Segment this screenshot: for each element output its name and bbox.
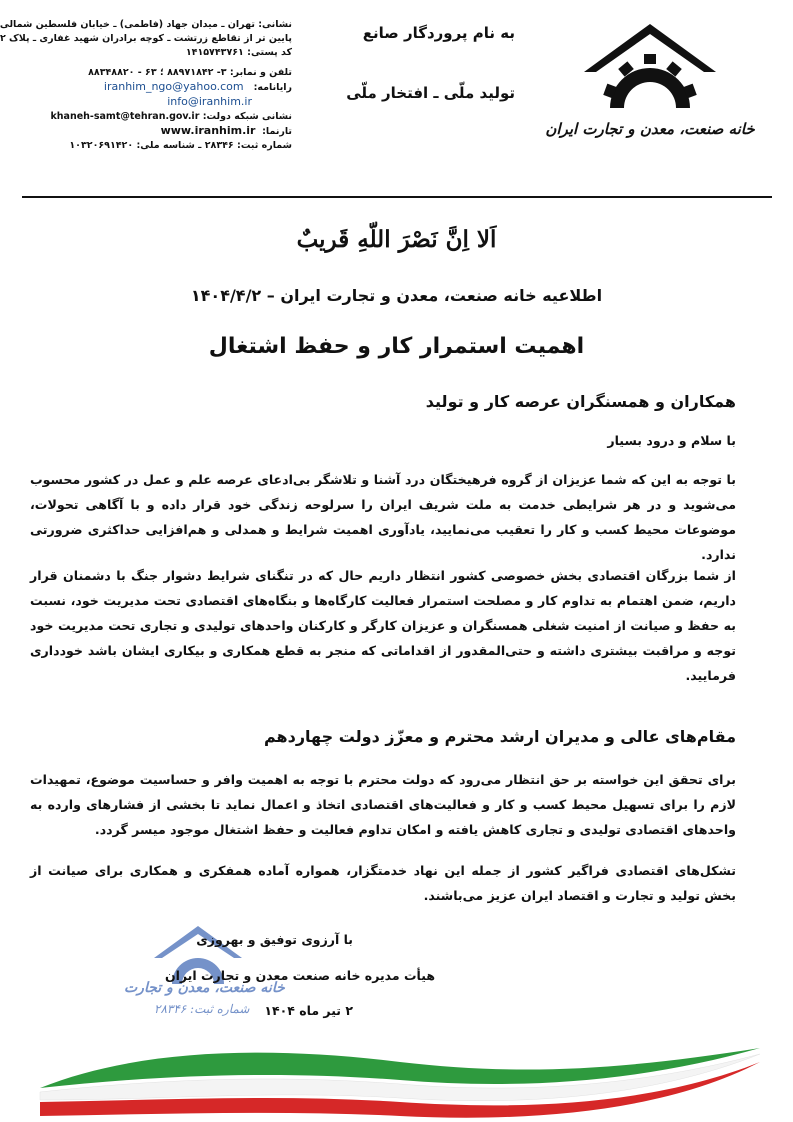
flag-ribbon-decoration: [0, 1040, 793, 1122]
header-divider: [22, 196, 772, 198]
paragraph-2: از شما بزرگان اقتصادی بخش خصوصی کشور انتظار داریم حال که در تنگنای شرایط دشوار جنگ با دشمنان قرار داریم، ضمن اهتمام به تداوم کار و مصلحت استمرار فعالیت کارگاه‌ها و بنگاه‌های اقتصادی تحت مدیریت خود، نسبت به حفظ و صیانت از امنیت شغلی همسنگران و عزیزان کارگر و کارکنان واحدهای تولیدی و تجاری تحت مدیریت خود توجه و مراقبت بیشتری داشته و حتی‌المقدور از اقداماتی که منجر به قطع همکاری و بیکاری ایشان باشد خودداری فرمایید.: [30, 568, 736, 683]
email-row: [40, 80, 292, 95]
gov-email-link[interactable]: khaneh-samt@tehran.gov.ir: [50, 111, 200, 122]
email-row-2: [40, 95, 292, 110]
heading-colleagues: همکاران و همسنگران عرصه کار و تولید: [425, 392, 736, 411]
motto-national: تولید ملّی ـ افتخار ملّی: [346, 84, 515, 102]
paragraph-1: با توجه به این که شما عزیزان از گروه فرهیختگان درد آشنا و تلاشگر بی‌ادعای عرصه علم و عمل در کشور محسوب می‌شوید و در هر شرایطی خدمت به ملت شریف ایران را سرلوحه زندگی خود قرار داده و با آگاهی تحولات، موضوعات محیط کسب و کار را تعقیب می‌نمایید، یادآوری اهمیت شرایط و همدلی و هم‌افزایی حداکثری ضرورتی ندارد.: [30, 472, 736, 562]
address-line-1: نشانی: تهران ـ میدان جهاد (فاطمی) ـ خیابان فلسطین شمالی: [0, 19, 292, 30]
postal-code: کد پستی: ۱۴۱۵۷۴۳۷۶۱: [185, 47, 292, 58]
paragraph-4: تشکل‌های اقتصادی فراگیر کشور از جمله این نهاد خدمتگزار، همواره آماده همفکری و همکاری برای صیانت از بخش تولید و تجارت و اقتصاد ایران عزیز می‌باشند.: [30, 863, 736, 903]
gov-email-label: نشانی شبکه دولت:: [202, 111, 292, 122]
stamp-registration: شماره ثبت: ۲۸۳۴۶: [154, 1002, 250, 1016]
letter-title: اهمیت استمرار کار و حفظ اشتغال: [208, 334, 585, 359]
factory-gear-icon: [580, 20, 720, 120]
website-label: تارنما:: [262, 126, 292, 137]
website-link[interactable]: www.iranhim.ir: [160, 124, 256, 137]
signature-date: ۲ تیر ماه ۱۴۰۴: [264, 1003, 353, 1018]
stamp-name: خانه صنعت، معدن و تجارت: [124, 980, 285, 996]
board-signature: هیأت مدیره خانه صنعت معدن و تجارت ایران: [164, 968, 435, 983]
motto-god: به نام پروردگار صانع: [362, 24, 515, 42]
logo-name: خانه صنعت، معدن و تجارت ایران: [545, 120, 755, 138]
contact-block: [0, 18, 292, 153]
closing-wish: با آرزوی توفیق و بهروزی: [196, 932, 353, 947]
gov-email-row: [40, 110, 292, 124]
email-link-2[interactable]: info@iranhim.ir: [167, 95, 252, 108]
greeting: با سلام و درود بسیار: [607, 433, 736, 448]
quran-verse: اَلا اِنَّ نَصْرَ اللّهِ قَریبٌ: [296, 226, 497, 253]
organization-logo: [545, 20, 755, 150]
address-line-2: پایین تر از تقاطع زرتشت ـ کوچه برادران شهید غفاری ـ پلاک ۲: [0, 33, 292, 44]
email-label: رایانامه:: [253, 82, 292, 93]
website-row: [40, 124, 292, 139]
announcement-line: اطلاعیه خانه صنعت، معدن و تجارت ایران – ۱۴۰۴/۴/۲: [190, 286, 603, 305]
email-link-1[interactable]: iranhim_ngo@yahoo.com: [103, 80, 244, 93]
phone-fax: تلفن و نمابر: ۳- ۸۸۹۷۱۸۴۲ ؛ ۶۳ - ۸۸۳۴۸۸۲۰: [88, 67, 292, 78]
registration-id: شماره ثبت: ۲۸۳۴۶ ـ شناسه ملی: ۱۰۳۲۰۶۹۱۴۲۰: [69, 140, 292, 151]
header-mottos: [315, 22, 515, 102]
paragraph-3: برای تحقق این خواسته بر حق انتظار می‌رود که دولت محترم با توجه به اهمیت وافر و حساسیت موضوع، تمهیدات لازم را برای تسهیل محیط کسب و کار و فعالیت‌های اقتصادی اتخاذ و اعمال نماید تا بخشی از فشارهای وارده به واحدهای اقتصادی تولیدی و تجاری کاهش یافته و امکان تداوم فعالیت و حفظ اشتغال موجود میسر گردد.: [30, 772, 736, 837]
heading-government: مقام‌های عالی و مدیران ارشد محترم و معزّز دولت چهاردهم: [263, 727, 736, 746]
